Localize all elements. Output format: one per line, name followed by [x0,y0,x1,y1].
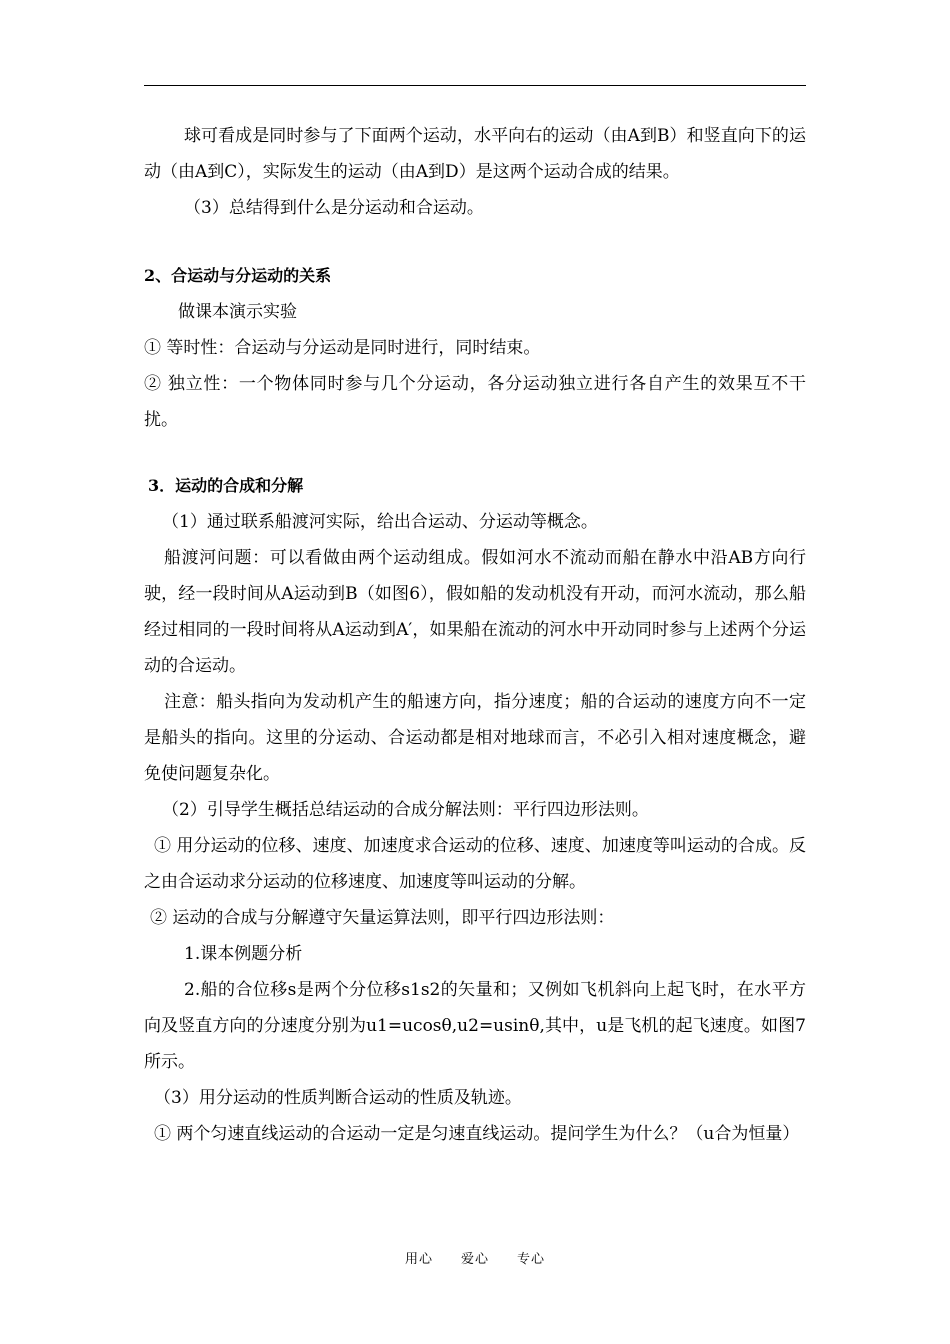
paragraph: （3）总结得到什么是分运动和合运动。 [184,198,484,218]
list-item: ② 独立性：一个物体同时参与几个分运动，各分运动独立进行各自产生的效果互不干扰。 [144,374,806,430]
section-heading: 3．运动的合成和分解 [148,476,304,495]
paragraph: 2.船的合位移s是两个分位移s1s2的矢量和；又例如飞机斜向上起飞时，在水平方向及竖直方向的分速度分别为u1=ucosθ,u2=usinθ,其中，u是飞机的起飞速度。如图7所示。 [144,980,806,1072]
list-item: ① 等时性：合运动与分运动是同时进行，同时结束。 [144,338,541,358]
paragraph: 球可看成是同时参与了下面两个运动，水平向右的运动（由A到B）和竖直向下的运动（由A到C），实际发生的运动（由A到D）是这两个运动合成的结果。 [144,126,806,182]
paragraph: （2）引导学生概括总结运动的合成分解法则：平行四边形法则。 [162,800,649,820]
header-rule [144,85,806,86]
paragraph: 1.课本例题分析 [184,944,303,964]
list-item: ① 两个匀速直线运动的合运动一定是匀速直线运动。提问学生为什么？（u合为恒量） [154,1124,800,1144]
paragraph: （1）通过联系船渡河实际，给出合运动、分运动等概念。 [162,512,598,532]
list-item: ① 用分运动的位移、速度、加速度求合运动的位移、速度、加速度等叫运动的合成。反之由合运动求分运动的位移速度、加速度等叫运动的分解。 [144,836,806,892]
page-footer: 用心 爱心 专心 [404,1252,545,1267]
paragraph: 注意：船头指向为发动机产生的船速方向，指分速度；船的合运动的速度方向不一定是船头的指向。这里的分运动、合运动都是相对地球而言，不必引入相对速度概念，避免使问题复杂化。 [144,692,806,784]
list-item: ② 运动的合成与分解遵守矢量运算法则，即平行四边形法则： [150,908,615,928]
paragraph: 船渡河问题：可以看做由两个运动组成。假如河水不流动而船在静水中沿AB方向行驶，经一段时间从A运动到B（如图6），假如船的发动机没有开动，而河水流动，那么船经过相同的一段时间将从A运动到A′，如果船在流动的河水中开动同时参与上述两个分运动的合运动。 [144,548,806,676]
paragraph: 做课本演示实验 [178,302,297,322]
document-body [144,118,806,1152]
section-heading: 2、合运动与分运动的关系 [144,266,332,285]
paragraph: （3）用分运动的性质判断合运动的性质及轨迹。 [154,1088,522,1108]
